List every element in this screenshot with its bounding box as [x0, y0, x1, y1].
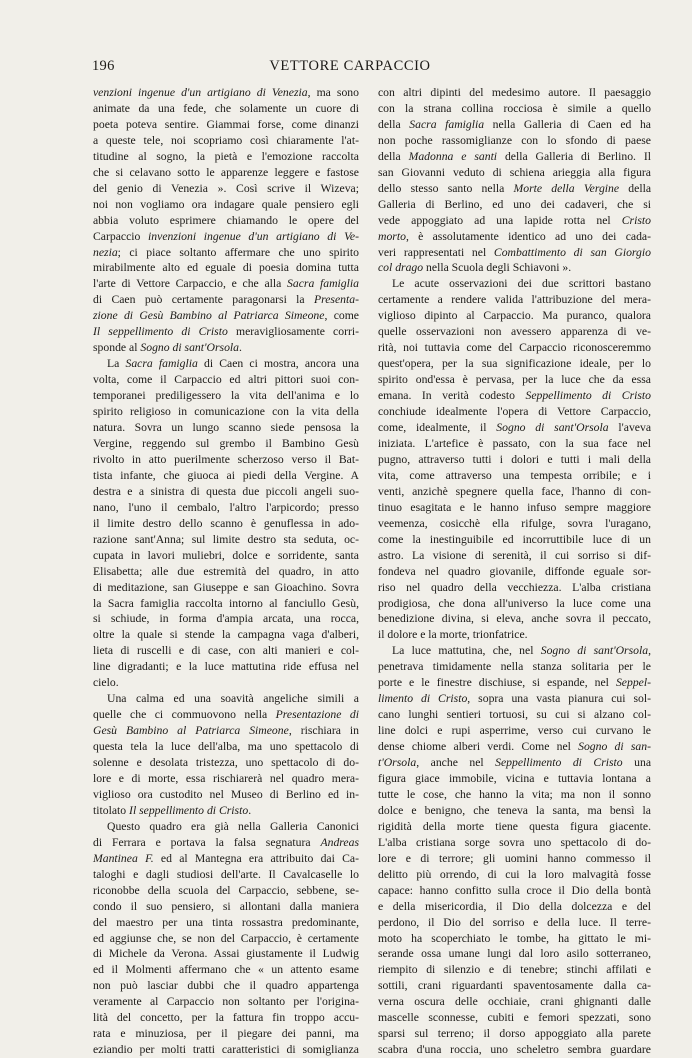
text-line [93, 1010, 359, 1026]
text-line [93, 213, 359, 229]
text-line [378, 356, 651, 372]
text-line [378, 340, 651, 356]
italic-title-text: zione di Gesù Bambino al Patriarca Simeone [93, 309, 325, 323]
text-line [93, 962, 359, 978]
text-line [93, 388, 359, 404]
text-run: . [248, 803, 252, 817]
text-run: rata e minuziosa, per il piegare dei panni, ma [93, 1027, 359, 1041]
italic-title-text: Mantinea F. [93, 851, 154, 865]
text-line [93, 133, 359, 149]
text-run: razione sant'Anna; sul limite destro sta seduta, oc- [93, 532, 359, 546]
text-run: dello stesso santo nella [378, 181, 514, 195]
text-line [93, 867, 359, 883]
text-run: lieta di ruscelli e di case, con alti manieri e col- [93, 644, 359, 658]
text-line [93, 484, 359, 500]
text-line [93, 165, 359, 181]
text-line [378, 723, 651, 739]
text-run: temporanei prediligessero la vita dell'anima e lo [93, 389, 359, 403]
text-run: vede appoggiato ad una lapide rotta nel [378, 213, 622, 227]
italic-title-text: Sacra famiglia [409, 117, 485, 131]
italic-title-text: Cristo [621, 213, 651, 227]
text-line [378, 1026, 651, 1042]
text-run: non poche rassomiglianze con lo sfondo di paese [378, 133, 651, 147]
italic-title-text: venzioni ingenue d'un artigiano di Venezia [93, 86, 308, 99]
text-run: lore e di terrore; gli uomini hanno commesso il [378, 851, 651, 865]
text-run: di Caen può certamente paragonarsi la [93, 293, 314, 307]
italic-title-text: Sogno di san- [578, 740, 651, 754]
text-run: line dolci e rupi asperrime, verso cui curvano le [378, 724, 651, 738]
text-line [93, 548, 359, 564]
text-line [378, 739, 651, 755]
text-line [378, 324, 651, 340]
text-line [378, 899, 651, 915]
text-line [378, 867, 651, 883]
text-line [93, 245, 359, 261]
text-run: animate da una fede, che solamente un cuore di [93, 101, 359, 115]
text-line [378, 213, 651, 229]
text-run: si schiude, in forma d'ampia arcata, una rocca, [93, 612, 359, 626]
text-line [378, 596, 651, 612]
text-line [93, 931, 359, 947]
text-run: ; ci piace soltanto affermare che uno spirito [117, 245, 359, 259]
text-run: questa tela la luce dell'alba, ma uno spettacolo di [93, 740, 359, 754]
text-run: titolato [93, 803, 130, 817]
italic-title-text: nezia [93, 245, 118, 259]
text-line [93, 675, 359, 691]
text-run: l'arte di Vettore Carpaccio, e che alla [93, 277, 288, 291]
italic-title-text: invenzioni ingenue d'un artigiano di Ve- [148, 229, 359, 243]
text-run: di Caen ci mostra, ancora una [197, 357, 360, 371]
text-run: pugno, attraverso tutti i dolori e tutti i mali della [378, 452, 651, 466]
text-line [93, 532, 359, 548]
italic-title-text: Seppellimento di Cristo [495, 756, 623, 770]
text-run: perdono, il Dio del sorriso e della luce. Il terre- [378, 915, 651, 929]
text-run: il limite destro dello scanno è genuflessa in ado- [93, 516, 359, 530]
text-run: lità del concetto, per la fattura fin troppo accu- [93, 1011, 359, 1025]
text-line [93, 468, 359, 484]
text-run: Galleria di Berlino, ed uno dei cadaveri, che si [378, 197, 651, 211]
text-run: san Giovanni veduto di schiena arieggia alla figura [378, 165, 651, 179]
text-line [378, 484, 651, 500]
text-line [378, 564, 651, 580]
text-line [93, 564, 359, 580]
text-line [378, 931, 651, 947]
text-run: lore e di morte, essa rischiarerà nel quadro mera- [93, 771, 359, 785]
text-line [378, 276, 651, 292]
italic-title-text: Gesù Bambino al Patriarca Simeone [93, 724, 289, 738]
text-line [378, 133, 651, 149]
text-run: del genio di Venezia ». Così scrive il Wizeva; [93, 181, 359, 195]
text-run: eziandio per molti tratti caratteristici di somiglianza [93, 1043, 359, 1057]
text-run: mascelle sconnesse, cubiti e femori spezzati, sono [378, 1011, 651, 1025]
text-line [378, 516, 651, 532]
text-line [378, 1010, 651, 1026]
text-line [93, 771, 359, 787]
left-text-column [93, 85, 359, 1058]
text-line [93, 260, 359, 276]
text-run: veemenza, cosicchè ella rifulge, sovra l'uragano, [378, 516, 651, 530]
text-run: serande ossa umane lungi dal loro asilo sotterraneo, [378, 947, 651, 961]
text-line [378, 181, 651, 197]
italic-title-text: limento di Cristo [378, 692, 468, 706]
text-line [93, 803, 359, 819]
text-line [378, 165, 651, 181]
text-run: ed aggiunse che, se non del Carpaccio, è certamente [93, 931, 359, 945]
text-line [378, 978, 651, 994]
text-line [378, 1042, 651, 1058]
text-line [378, 197, 651, 213]
text-line [93, 899, 359, 915]
text-line [93, 372, 359, 388]
text-line [93, 787, 359, 803]
right-text-column [378, 85, 651, 1058]
text-run: a queste tele, noi scopriamo così chiaramente l'at- [93, 133, 359, 147]
text-run: La luce mattutina, che, nel [392, 644, 541, 658]
text-line [93, 1042, 359, 1058]
text-run: sparsi sul terreno; il dorso appoggiato alla parete [378, 1027, 651, 1041]
text-run: l'aveva [608, 421, 652, 435]
running-title: VETTORE CARPACCIO [269, 58, 431, 74]
text-line [93, 946, 359, 962]
text-run: cupata in lavori muliebri, dolce e sorridente, santa [93, 548, 359, 562]
text-run: porte e le finestre dischiuse, si espande, nel [378, 676, 616, 690]
text-line [93, 276, 359, 292]
text-run: di Ferrara e portava la falsa segnatura [93, 835, 321, 849]
text-run: certamente a rendere valida l'attribuzione del mera- [378, 293, 651, 307]
text-run: Una calma ed una soavità angeliche simili a [107, 692, 359, 706]
text-run: astro. La visione di serenità, il cui sorriso si dif- [378, 548, 651, 562]
text-run: della [619, 181, 652, 195]
text-line [378, 675, 651, 691]
text-run: volta, come il Carpaccio ed altri pittori suoi con- [93, 373, 359, 387]
italic-title-text: Il seppellimento di Cristo [93, 325, 228, 339]
text-line [378, 962, 651, 978]
text-line [378, 659, 651, 675]
text-line [93, 101, 359, 117]
text-line [93, 404, 359, 420]
text-run: spirito religioso in comunicazione con la vita della [93, 405, 359, 419]
text-line [93, 659, 359, 675]
text-line [378, 372, 651, 388]
text-run: figura giace immobile, vicina e tuttavia lontana a [378, 771, 651, 785]
text-line [93, 755, 359, 771]
text-line [93, 707, 359, 723]
italic-title-text: Sacra famiglia [125, 357, 198, 371]
text-line [93, 324, 359, 340]
italic-title-text: Presentazione di [275, 708, 360, 722]
text-run: Questo quadro era già nella Galleria Canonici [107, 819, 359, 833]
text-run: fondeva nel quadro giovanile, diffonde eguale sor- [378, 564, 651, 578]
text-line [93, 292, 359, 308]
text-run: abbia voluto esprimere chiamando le opere del [93, 213, 359, 227]
text-line [378, 835, 651, 851]
text-line [378, 85, 651, 101]
text-run: veri rappresentati nel [378, 245, 494, 259]
text-line [378, 643, 651, 659]
text-line [378, 404, 651, 420]
text-run: vita, come attraverso una tempesta orribile; e i [378, 468, 651, 482]
text-run: quest'opera, per la sua significazione ideale, per lo [378, 357, 651, 371]
text-run: che si celavano sotto le apparenze leggere e fastose [93, 165, 359, 179]
text-run: , anche nel [416, 756, 496, 770]
text-line [378, 611, 651, 627]
text-line [93, 883, 359, 899]
text-run: riempito di silenzio e di tenebre; stinchi affilati e [378, 963, 651, 977]
text-line [93, 691, 359, 707]
text-run: del maestro per una tinta rossastra predominante, [93, 915, 359, 929]
text-run: viglioso dipinto al Carpaccio. Ma purancо, qualora [378, 309, 651, 323]
text-line [93, 580, 359, 596]
text-run: solenne e desolata tristezza, uno spettacolo di do- [93, 756, 359, 770]
text-line [93, 835, 359, 851]
text-line [378, 117, 651, 133]
text-line [378, 627, 651, 643]
text-run: conchiude idealmente l'opera di Vettore Carpaccio, [378, 405, 651, 419]
italic-title-text: t'Orsola [378, 756, 417, 770]
text-run: capace: hanno confitto sulla croce il Dio della bontà [378, 883, 651, 897]
text-line [378, 994, 651, 1010]
text-run: delitto più orrendo, di cui la loro malvagità fosse [378, 867, 651, 881]
text-line [93, 611, 359, 627]
text-line [378, 771, 651, 787]
text-line [93, 229, 359, 245]
text-line [93, 739, 359, 755]
text-line [93, 197, 359, 213]
text-run: , [648, 644, 652, 658]
text-line [378, 229, 651, 245]
text-run: rivolto in atto puerilmente scherzoso verso il Bat- [93, 452, 359, 466]
italic-title-text: Sogno di sant'Orsola [140, 341, 239, 355]
text-line [93, 1026, 359, 1042]
italic-title-text: morto [378, 229, 406, 243]
text-line [93, 436, 359, 452]
text-run: L'alba cristiana sorge sovra uno spettacolo di do- [378, 835, 651, 849]
page-number: 196 [92, 58, 115, 74]
text-line [378, 468, 651, 484]
text-run: penetrava timidamente nella stanza solitaria per le [378, 660, 651, 674]
text-run: . [239, 341, 242, 355]
text-run: oltre la quale si stende la campagna vaga d'alberi, [93, 628, 359, 642]
text-run: La [107, 357, 126, 371]
text-run: Carpaccio [93, 229, 149, 243]
text-run: come, idealmente, il [378, 421, 497, 435]
text-line [93, 978, 359, 994]
text-run: ed al Mantegna era attribuito dai Ca- [153, 851, 359, 865]
text-run: della [378, 149, 409, 163]
italic-title-text: Seppellimento di Cristo [525, 389, 651, 403]
text-line [378, 851, 651, 867]
text-run: Vergine, reggendo sul grembo il Bambino Gesù [93, 436, 359, 450]
text-run: natura. Sovra un lungo scanno siede pensosa la [93, 421, 359, 435]
italic-title-text: Sacra famiglia [287, 277, 359, 291]
text-run: dolce e benigno, che teneva la santa, ma bensì la [378, 803, 651, 817]
italic-title-text: Presenta- [313, 293, 359, 307]
text-line [378, 915, 651, 931]
text-line [378, 500, 651, 516]
text-line [378, 101, 651, 117]
text-run: Le acute osservazioni dei due scrittori bastano [392, 277, 651, 291]
text-run: benedizione divina, si eleva, anche sovra il peccato, [378, 612, 651, 626]
text-line [93, 85, 359, 101]
text-line [93, 819, 359, 835]
text-line [93, 851, 359, 867]
text-run: riso nel quadro della vecchiezza. L'alba cristiana [378, 580, 651, 594]
text-line [378, 436, 651, 452]
text-run: meravigliosamente corri- [227, 325, 359, 339]
text-run: nano, l'uno il cembalo, l'altro l'arpicordo; presso [93, 500, 359, 514]
italic-title-text: col drago [378, 261, 424, 275]
text-run: come la inestinguibile ed incorruttibile luce di un [378, 532, 651, 546]
italic-title-text: Seppel- [615, 676, 651, 690]
text-line [378, 548, 651, 564]
text-line [93, 340, 359, 356]
text-run: nella Galleria di Caen ed ha [484, 117, 651, 131]
text-run: della [378, 117, 410, 131]
text-line [378, 452, 651, 468]
text-line [378, 149, 651, 165]
text-line [93, 723, 359, 739]
text-line [93, 915, 359, 931]
text-run: con la strana collina rocciosa è simile a quello [378, 101, 651, 115]
text-run: poeta poteva sentire. Giammai forse, come dinanzi [93, 117, 359, 131]
text-run: una [622, 756, 652, 770]
text-line [93, 596, 359, 612]
text-run: riconobbe della scuola del Carpaccio, sebbene, se- [93, 883, 359, 897]
text-run: nella Scuola degli Schiavoni ». [423, 261, 572, 275]
text-run: sponde al [93, 341, 141, 355]
text-run: rigidità della morte tiene questa figura giacente. [378, 819, 651, 833]
text-line [378, 420, 651, 436]
text-run: non può lasciar dubbi che il quadro appartenga [93, 979, 359, 993]
text-run: noi non vogliamo ora indagare quale pensiero egli [93, 197, 359, 211]
text-run: tinuo esagitata e le hanno infuso sempre maggiore [378, 500, 651, 514]
text-run: taloghi e dagli studiosi dell'arte. Il Cavalcaselle lo [93, 867, 359, 881]
text-run: veramente al Carpaccio non soltanto per l'origina- [93, 995, 359, 1009]
text-line [378, 532, 651, 548]
text-run: tutte le cose, che hanno la vita; ma non il sonno [378, 787, 651, 801]
text-run: moto ha scoperchiato le tombe, ha gittato le mi- [378, 931, 651, 945]
text-run: , come [324, 309, 359, 323]
text-line [93, 181, 359, 197]
text-line [93, 356, 359, 372]
text-line [93, 308, 359, 324]
text-run: di Michele da Verona. Assai giustamente il Ludwig [93, 947, 359, 961]
italic-title-text: Combattimento di san Giorgio [493, 245, 651, 259]
text-run: la Sacra famiglia raccolta intorno al fanciullo Gesù, [93, 596, 359, 610]
text-line [378, 707, 651, 723]
italic-title-text: Andreas [320, 835, 359, 849]
text-run: Elisabetta; alle due estremità del quadro, in atto [93, 564, 359, 578]
text-line [378, 883, 651, 899]
text-run: cano lunghi sentieri tortuosi, su cui si alzano col- [378, 708, 651, 722]
italic-title-text: Il seppellimento di Cristo [129, 803, 249, 817]
text-run: scabra d'una roccia, uno scheletro sembra guardare [378, 1043, 651, 1057]
text-run: iniziata. L'artefice è passato, con la sua face nel [378, 436, 651, 450]
text-run: destra e a sinistra di questa due piccoli angeli suo- [93, 484, 359, 498]
text-line [378, 292, 651, 308]
text-run: verna oscura delle occhiaie, crani ghignanti dalle [378, 995, 651, 1009]
text-run: , sopra una vasta pianura cui sol- [467, 692, 651, 706]
text-line [93, 420, 359, 436]
italic-title-text: Sogno di sant'Orsola [540, 644, 649, 658]
text-line [93, 627, 359, 643]
text-run: prodigiosa, che dona all'universo la luce come una [378, 596, 651, 610]
text-run: e della misericordia, il Dio della dolcezza e del [378, 899, 651, 913]
text-run: con altri dipinti del medesimo autore. Il paesaggio [378, 86, 651, 99]
text-line [378, 803, 651, 819]
text-run: venti, anzichè spegnere quella face, l'hanno di con- [378, 484, 651, 498]
text-run: viglioso ora custodito nel Museo di Berlino ed in- [93, 787, 359, 801]
text-line [378, 755, 651, 771]
text-run: sottili, crani riguardanti spaventosamente dalla ca- [378, 979, 651, 993]
text-run: quelle che ci commuovono nella [93, 708, 276, 722]
text-run: tista infante, che giuoca ai piedi della Vergine. A [93, 468, 359, 482]
text-line [378, 260, 651, 276]
text-run: , ma sono [307, 86, 359, 99]
text-run: titudine al sogno, la pietà e l'emozione raccolta [93, 149, 359, 163]
text-line [93, 500, 359, 516]
text-line [93, 643, 359, 659]
text-line [93, 516, 359, 532]
text-run: , è assolutamente identico ad uno dei cada- [405, 229, 651, 243]
text-run: dense chiome alberi verdi. Come nel [378, 740, 579, 754]
text-run: , rischiara in [288, 724, 360, 738]
text-line [378, 946, 651, 962]
text-run: quelle osservazioni non avessero apparenza di ve- [378, 325, 651, 339]
text-line [93, 452, 359, 468]
text-line [378, 308, 651, 324]
text-run: della Galleria di Berlino. Il [497, 149, 651, 163]
text-line [378, 691, 651, 707]
text-run: rità, noi tuttavia come del Carpaccio riconosceremmo [378, 341, 651, 355]
italic-title-text: Morte della Vergine [513, 181, 620, 195]
text-run: il dolore e la morte, trionfatrice. [378, 628, 528, 642]
italic-title-text: Madonna e santi [408, 149, 498, 163]
text-run: di meditazione, san Giuseppe e san Gioachino. Sovra [93, 580, 359, 594]
text-line [378, 245, 651, 261]
italic-title-text: Sogno di sant'Orsola [496, 421, 609, 435]
text-line [93, 149, 359, 165]
text-line [378, 819, 651, 835]
text-line [93, 117, 359, 133]
text-run: emana. In verità codesto [378, 389, 526, 403]
text-run: mirabilmente alto ed eguale di poesia domina tutta [93, 261, 359, 275]
text-run: line digradanti; e la luce mattutina ride effusa nel [93, 660, 359, 674]
text-line [378, 787, 651, 803]
text-run: ed il Molmenti affermano che « un attento esame [93, 963, 359, 977]
text-run: spirito ond'essa è pervasa, per la luce che da essa [378, 373, 651, 387]
text-line [378, 388, 651, 404]
text-line [93, 994, 359, 1010]
text-run: condo il suo pensiero, si allontani dalla maniera [93, 899, 359, 913]
text-line [378, 580, 651, 596]
text-run: cielo. [93, 676, 119, 690]
